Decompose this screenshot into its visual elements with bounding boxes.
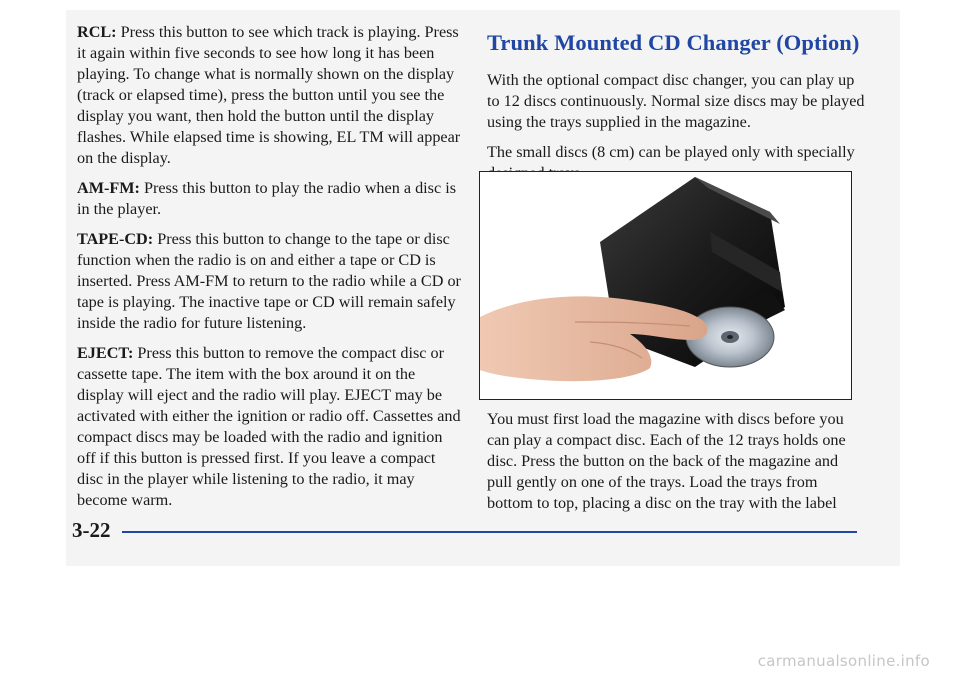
cd-changer-photo — [479, 171, 852, 400]
text-eject: Press this button to remove the compact disc or cassette tape. The item with the box around it on the display will eject and the radio will play. EJECT may be activated with either the ignition or radio off. Cassettes and compact discs may be loaded with the radio and ignition off if this button is pressed first. If you leave a compact disc in the player while listening to the radio, it may become warm. — [77, 344, 461, 509]
paragraph-tape-cd — [77, 229, 462, 334]
watermark: carmanualsonline.info — [757, 652, 930, 670]
right-column — [487, 30, 867, 193]
text-am-fm: Press this button to play the radio when a disc is in the player. — [77, 179, 456, 218]
term-rcl: RCL: — [77, 23, 117, 41]
intro-paragraph-2: The small discs (8 cm) can be played only with specially — [487, 143, 855, 161]
term-eject: EJECT: — [77, 344, 134, 362]
text-rcl: Press this button to see which track is playing. Press it again within five seconds to see how long it has been playing. To change what is normally shown on the display (track or elapsed time), press the button until you see the display you want, then hold the button until the display flashes. While elapsed time is showing, EL TM will appear on the display. — [77, 23, 461, 167]
paragraph-am-fm — [77, 178, 462, 220]
term-tape-cd: TAPE-CD: — [77, 230, 154, 248]
paragraph-eject — [77, 343, 462, 511]
intro-paragraph-1: With the optional compact disc changer, you can play up to 12 discs continuously. Normal size discs may be played using the trays supplied in the magazine. — [487, 71, 865, 131]
text-tape-cd: Press this button to change to the tape or disc function when the radio is on and either a tape or CD is inserted. Press AM-FM to return to the radio while a CD or tape is playing. The inactive tape or CD will remain safely inside the radio for future listening. — [77, 230, 461, 332]
loading-paragraph: You must first load the magazine with discs before you can play a compact disc. Each of the 12 trays holds one disc. Press the button on the back of the magazine and pull gently on one of the trays. Load the trays from bottom to top, placing a disc on the tray with the label — [487, 410, 846, 512]
cd-magazine-illustration — [480, 172, 851, 399]
section-heading: Trunk Mounted CD Changer (Option) — [487, 30, 860, 55]
page-number: 3-22 — [72, 518, 111, 542]
paragraph-rcl — [77, 22, 462, 169]
right-column-continued — [487, 409, 867, 523]
left-column — [77, 22, 462, 520]
term-am-fm: AM-FM: — [77, 179, 140, 197]
footer-rule — [122, 531, 857, 533]
